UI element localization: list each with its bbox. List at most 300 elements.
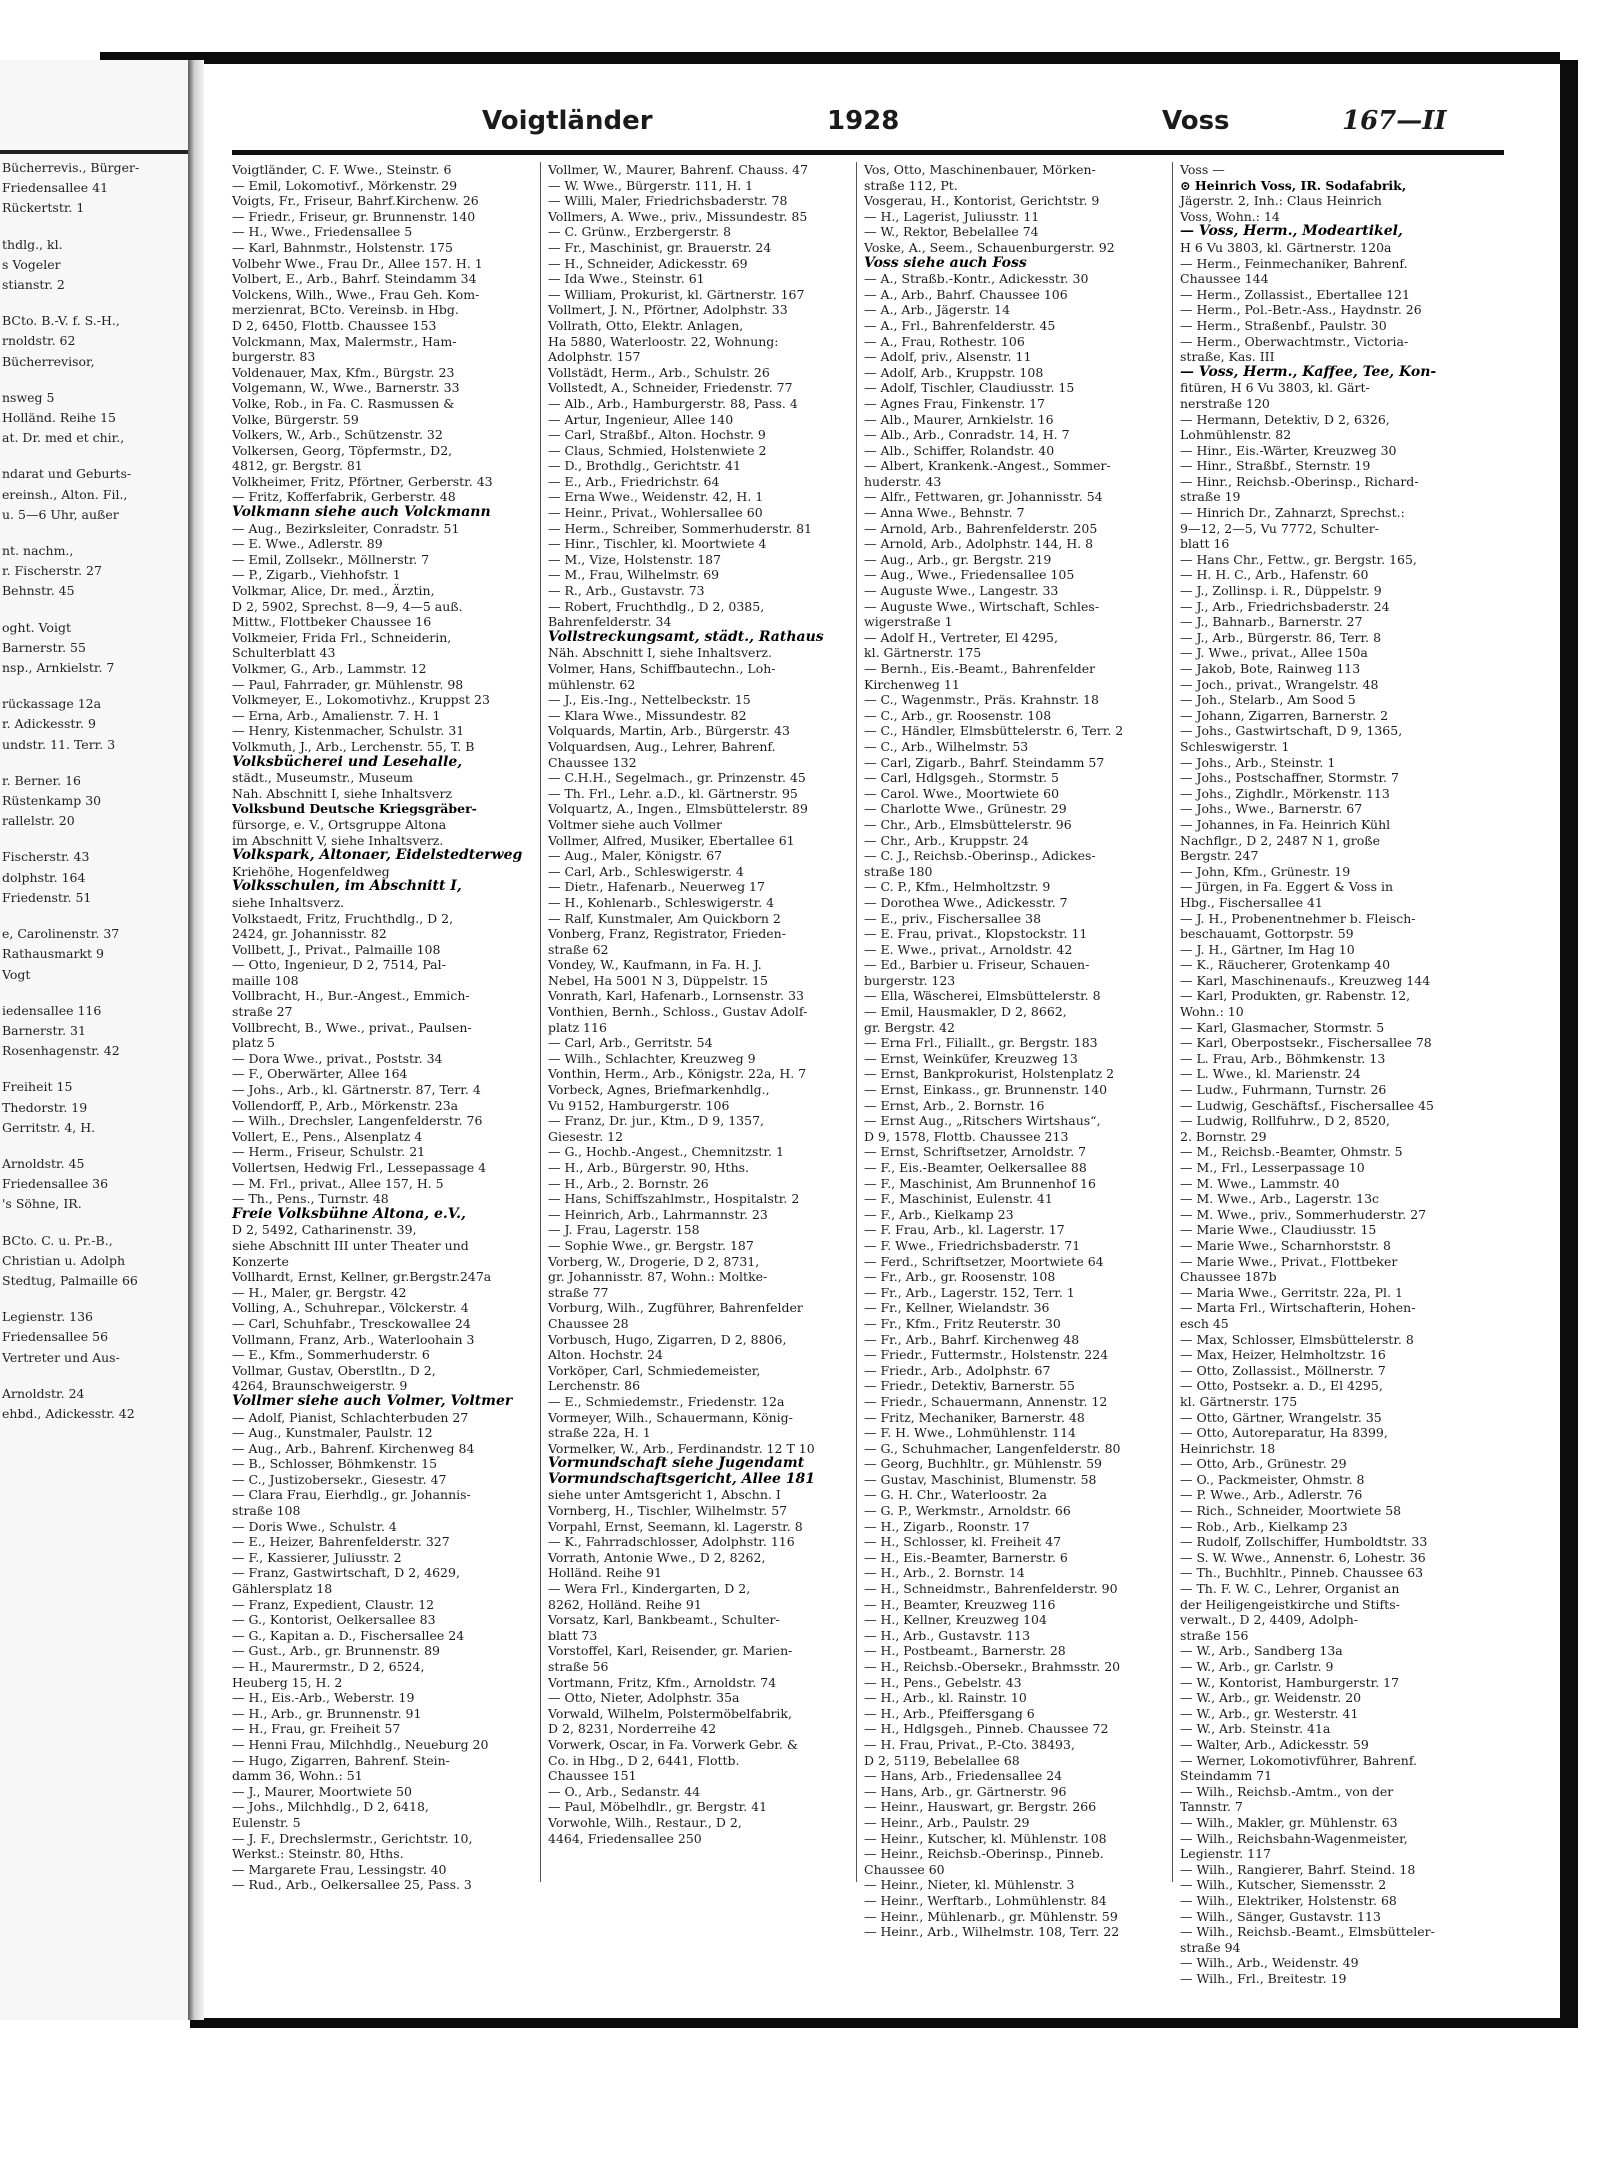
directory-entry: — Maria Wwe., Gerritstr. 22a, Pl. 1 <box>1180 1284 1403 1300</box>
directory-entry: — Wera Frl., Kindergarten, D 2, <box>548 1581 751 1597</box>
directory-entry: — F., Oberwärter, Allee 164 <box>232 1066 408 1082</box>
directory-entry: — E. Wwe., Adlerstr. 89 <box>232 536 383 552</box>
directory-entry: im Abschnitt V, siehe Inhaltsverz. <box>232 832 444 848</box>
left-page-line: r. Fischerstr. 27 <box>2 563 102 579</box>
directory-entry: — Robert, Fruchthdlg., D 2, 0385, <box>548 598 765 614</box>
directory-entry: — Friedr., Schauermann, Annenstr. 12 <box>864 1393 1108 1409</box>
directory-entry: — Rud., Arb., Oelkersallee 25, Pass. 3 <box>232 1877 472 1893</box>
directory-entry: — Th. F. W. C., Lehrer, Organist an <box>1180 1581 1400 1597</box>
directory-entry: Vollbrecht, B., Wwe., privat., Paulsen- <box>232 1019 472 1035</box>
directory-entry: platz 116 <box>548 1019 607 1035</box>
column-divider <box>1172 162 1173 1882</box>
directory-entry: burgerstr. 123 <box>864 972 956 988</box>
directory-entry: — Wilh., Makler, gr. Mühlenstr. 63 <box>1180 1814 1398 1830</box>
directory-entry: — Charlotte Wwe., Grünestr. 29 <box>864 801 1067 817</box>
directory-entry: — H., Arb., kl. Rainstr. 10 <box>864 1690 1027 1706</box>
directory-entry: — C.H.H., Segelmach., gr. Prinzenstr. 45 <box>548 770 806 786</box>
directory-entry: — E., Arb., Friedrichstr. 64 <box>548 473 720 489</box>
directory-entry: — Fritz, Kofferfabrik, Gerberstr. 48 <box>232 489 456 505</box>
directory-entry: Kirchenweg 11 <box>864 676 960 692</box>
directory-entry: — H., Schneider, Adickesstr. 69 <box>548 255 748 271</box>
directory-entry: — Joch., privat., Wrangelstr. 48 <box>1180 676 1379 692</box>
directory-entry: Vollmann, Franz, Arb., Waterloohain 3 <box>232 1331 475 1347</box>
directory-entry: — H., Pens., Gebelstr. 43 <box>864 1674 1022 1690</box>
directory-entry: Vollmert, J. N., Pförtner, Adolphstr. 33 <box>548 302 788 318</box>
directory-entry: — Ernst, Einkass., gr. Brunnenstr. 140 <box>864 1082 1108 1098</box>
directory-entry: — Marie Wwe., Claudiusstr. 15 <box>1180 1222 1377 1238</box>
directory-entry: — W., Arb., gr. Westerstr. 41 <box>1180 1705 1359 1721</box>
directory-entry: — W., Kontorist, Hamburgerstr. 17 <box>1180 1674 1400 1690</box>
left-page-line: Holländ. Reihe 15 <box>2 410 117 426</box>
directory-page <box>204 64 1560 2014</box>
directory-entry: — Henry, Kistenmacher, Schulstr. 31 <box>232 723 465 739</box>
directory-entry: — Agnes Frau, Finkenstr. 17 <box>864 395 1046 411</box>
directory-entry: D 2, 6450, Flottb. Chaussee 153 <box>232 317 437 333</box>
directory-entry: Voss siehe auch Foss <box>864 254 1027 271</box>
directory-entry: — G., Hochb.-Angest., Chemnitzstr. 1 <box>548 1144 784 1160</box>
directory-entry: Steindamm 71 <box>1180 1768 1273 1784</box>
directory-entry: — Karl, Glasmacher, Stormstr. 5 <box>1180 1019 1385 1035</box>
directory-entry: Voss — <box>1180 162 1225 177</box>
directory-entry: — Dietr., Hafenarb., Neuerweg 17 <box>548 879 765 895</box>
directory-entry: Chaussee 144 <box>1180 271 1269 287</box>
directory-entry: — Marie Wwe., Scharnhorststr. 8 <box>1180 1237 1391 1253</box>
header-first-name: Voigtländer <box>482 106 653 136</box>
directory-entry: damm 36, Wohn.: 51 <box>232 1768 363 1784</box>
directory-entry: — M. Wwe., Lammstr. 40 <box>1180 1175 1340 1191</box>
left-page-line: Friedenstr. 51 <box>2 889 92 905</box>
directory-entry: — Claus, Schmied, Holstenwiete 2 <box>548 442 767 458</box>
left-page-line: Vogt <box>2 966 31 982</box>
directory-entry: Vollmer, W., Maurer, Bahrenf. Chauss. 47 <box>548 162 809 177</box>
left-page-line: Rosenhagenstr. 42 <box>2 1043 120 1059</box>
left-page-line: dolphstr. 164 <box>2 869 86 885</box>
directory-entry: Lohmühlenstr. 82 <box>1180 427 1292 443</box>
directory-entry: Schleswigerstr. 1 <box>1180 738 1290 754</box>
directory-entry: — Wilh., Drechsler, Langenfelderstr. 76 <box>232 1113 483 1129</box>
directory-entry: — Chr., Arb., Kruppstr. 24 <box>864 832 1029 848</box>
directory-entry: Volckens, Wilh., Wwe., Frau Geh. Kom- <box>232 286 480 302</box>
directory-entry: — H., Maler, gr. Bergstr. 42 <box>232 1284 407 1300</box>
directory-entry: — Heinr., Mühlenarb., gr. Mühlenstr. 59 <box>864 1908 1118 1924</box>
directory-entry: — John, Kfm., Grünestr. 19 <box>1180 863 1351 879</box>
directory-entry: — Wilh., Elektriker, Holstenstr. 68 <box>1180 1892 1397 1908</box>
page-header <box>232 106 1502 148</box>
directory-entry: — Hinr., Straßbf., Sternstr. 19 <box>1180 458 1371 474</box>
directory-entry: — E., priv., Fischersallee 38 <box>864 910 1042 926</box>
directory-entry: — Herm., Feinmechaniker, Bahrenf. <box>1180 255 1408 271</box>
left-page-line: Stedtug, Palmaille 66 <box>2 1272 138 1288</box>
directory-entry: — Arnold, Arb., Adolphstr. 144, H. 8 <box>864 536 1094 552</box>
directory-entry: Vormundschaftsgericht, Allee 181 <box>548 1470 815 1487</box>
directory-entry: — Wilh., Reichsb.-Amtm., von der <box>1180 1783 1394 1799</box>
left-page-line: Bücherrevisor, <box>2 353 95 369</box>
directory-entry: — Ralf, Kunstmaler, Am Quickborn 2 <box>548 910 781 926</box>
directory-entry: — Otto, Nieter, Adolphstr. 35a <box>548 1690 740 1706</box>
directory-entry: — M. Frl., privat., Allee 157, H. 5 <box>232 1175 444 1191</box>
directory-entry: — Chr., Arb., Elmsbüttelerstr. 96 <box>864 816 1072 832</box>
directory-entry: — G., Kontorist, Oelkersallee 83 <box>232 1612 436 1628</box>
directory-entry: — C. J., Reichsb.-Oberinsp., Adickes- <box>864 848 1096 864</box>
directory-entry: — Paul, Möbelhdlr., gr. Bergstr. 41 <box>548 1799 768 1815</box>
directory-entry: D 2, 8231, Norderreihe 42 <box>548 1721 717 1737</box>
directory-entry: straße 62 <box>548 941 609 957</box>
directory-entry: Vonberg, Franz, Registrator, Frieden- <box>548 926 786 942</box>
directory-entry: Chaussee 151 <box>548 1768 637 1784</box>
left-page-line: Friedensallee 56 <box>2 1329 109 1345</box>
directory-entry: — O., Arb., Sedanstr. 44 <box>548 1783 701 1799</box>
directory-entry: — E. Wwe., privat., Arnoldstr. 42 <box>864 941 1073 957</box>
directory-entry: Jägerstr. 2, Inh.: Claus Heinrich <box>1180 193 1382 209</box>
directory-entry: Volkmann siehe auch Volckmann <box>232 504 491 521</box>
directory-entry: Chaussee 28 <box>548 1315 629 1331</box>
left-page-line: thdlg., kl. <box>2 236 63 252</box>
directory-entry: Freie Volksbühne Altona, e.V., <box>232 1205 466 1222</box>
directory-entry: — Franz, Gastwirtschaft, D 2, 4629, <box>232 1565 460 1581</box>
directory-entry: Vorburg, Wilh., Zugführer, Bahrenfelder <box>548 1300 803 1316</box>
directory-entry: Gählersplatz 18 <box>232 1581 333 1597</box>
directory-entry: Vorbeck, Agnes, Briefmarkenhdlg., <box>548 1082 770 1098</box>
directory-entry: — F., Eis.-Beamter, Oelkersallee 88 <box>864 1160 1087 1175</box>
directory-entry: Vonrath, Karl, Hafenarb., Lornsenstr. 33 <box>548 988 804 1004</box>
left-page-line: Christian u. Adolph <box>2 1252 126 1268</box>
directory-entry: D 2, 5492, Catharinenstr. 39, <box>232 1222 417 1238</box>
directory-entry: Volkers, W., Arb., Schützenstr. 32 <box>232 427 443 443</box>
directory-entry: 4464, Friedensallee 250 <box>548 1830 702 1846</box>
directory-entry: Adolphstr. 157 <box>548 349 641 365</box>
directory-entry: — Herm., Zollassist., Ebertallee 121 <box>1180 286 1410 302</box>
directory-entry: — Johs., Arb., Steinstr. 1 <box>1180 754 1336 770</box>
directory-entry: — Albert, Krankenk.-Angest., Sommer- <box>864 458 1111 474</box>
directory-entry: — Heinr., Nieter, kl. Mühlenstr. 3 <box>864 1877 1075 1893</box>
directory-entry: Vorrath, Antonie Wwe., D 2, 8262, <box>548 1549 766 1565</box>
directory-entry: — Marie Wwe., Privat., Flottbeker <box>1180 1253 1398 1269</box>
directory-entry: — Th., Pens., Turnstr. 48 <box>232 1191 389 1207</box>
directory-entry: Tannstr. 7 <box>1180 1799 1243 1815</box>
directory-entry: fürsorge, e. V., Ortsgruppe Altona <box>232 816 447 832</box>
directory-entry: Bahrenfelderstr. 34 <box>548 614 672 630</box>
directory-entry: Voltmer siehe auch Vollmer <box>548 816 723 832</box>
directory-entry: Vollbett, J., Privat., Palmaille 108 <box>232 941 441 957</box>
directory-entry: — Hugo, Zigarren, Bahrenf. Stein- <box>232 1752 450 1768</box>
directory-entry: — M. Wwe., Arb., Lagerstr. 13c <box>1180 1191 1380 1207</box>
directory-entry: Nah. Abschnitt I, siehe Inhaltsverz <box>232 785 453 801</box>
directory-entry: — J. H., Gärtner, Im Hag 10 <box>1180 941 1355 957</box>
directory-entry: straße 22a, H. 1 <box>548 1425 651 1441</box>
left-page-header-rule <box>0 150 188 154</box>
directory-entry: — Gustav, Maschinist, Blumenstr. 58 <box>864 1471 1097 1487</box>
directory-entry: siehe Abschnitt III unter Theater und <box>232 1237 469 1253</box>
directory-entry: — G., Schuhmacher, Langenfelderstr. 80 <box>864 1440 1121 1456</box>
directory-entry: Vollmer siehe auch Volmer, Voltmer <box>232 1392 513 1409</box>
directory-entry: Vollstädt, Herm., Arb., Schulstr. 26 <box>548 364 770 380</box>
directory-entry: — H., Arb., Bürgerstr. 90, Hths. <box>548 1160 750 1175</box>
left-page-line: BCto. B.-V. f. S.-H., <box>2 313 120 329</box>
directory-entry: — H., Arb., Pfeiffersgang 6 <box>864 1705 1035 1721</box>
directory-entry: Vollrath, Otto, Elektr. Anlagen, <box>548 317 744 333</box>
left-page-line: Barnerstr. 55 <box>2 639 86 655</box>
directory-entry: Hbg., Fischersallee 41 <box>1180 894 1323 910</box>
directory-entry: straße 108 <box>232 1503 301 1519</box>
directory-entry: D 9, 1578, Flottb. Chaussee 213 <box>864 1128 1069 1144</box>
directory-entry: — Wilh., Frl., Breitestr. 19 <box>1180 1970 1347 1986</box>
directory-entry: — H., Kohlenarb., Schleswigerstr. 4 <box>548 894 775 910</box>
directory-entry: — Heinr., Werftarb., Lohmühlenstr. 84 <box>864 1892 1107 1908</box>
directory-entry: Volkstaedt, Fritz, Fruchthdlg., D 2, <box>232 910 454 926</box>
directory-entry: — Johs., Wwe., Barnerstr. 67 <box>1180 801 1363 817</box>
left-facing-page <box>0 60 190 2020</box>
column-divider <box>856 162 857 1882</box>
directory-entry: — Max, Heizer, Helmholtzstr. 16 <box>1180 1347 1386 1363</box>
directory-entry: — Hans, Arb., Friedensallee 24 <box>864 1768 1063 1784</box>
directory-entry: — Sophie Wwe., gr. Bergstr. 187 <box>548 1237 754 1253</box>
directory-entry: — Friedr., Detektiv, Barnerstr. 55 <box>864 1378 1075 1394</box>
directory-entry: — H., Arb., gr. Brunnenstr. 91 <box>232 1705 422 1721</box>
directory-entry: — J., Maurer, Moortwiete 50 <box>232 1783 412 1799</box>
directory-entry: Chaussee 132 <box>548 754 637 770</box>
left-page-line: Fischerstr. 43 <box>2 849 90 865</box>
directory-entry: städt., Museumstr., Museum <box>232 770 413 786</box>
left-page-line: Freiheit 15 <box>2 1079 73 1095</box>
left-page-line: u. 5—6 Uhr, außer <box>2 506 119 522</box>
directory-entry: — Emil, Zollsekr., Möllnerstr. 7 <box>232 551 430 567</box>
directory-entry: — Hinr., Reichsb.-Oberinsp., Richard- <box>1180 473 1419 489</box>
directory-entry: — Emil, Lokomotivf., Mörkenstr. 29 <box>232 177 458 193</box>
directory-entry: Wohn.: 10 <box>1180 1004 1244 1020</box>
directory-entry: — K., Räucherer, Grotenkamp 40 <box>1180 957 1391 973</box>
directory-entry: blatt 73 <box>548 1627 598 1643</box>
directory-entry: wigerstraße 1 <box>864 614 953 630</box>
left-page-line: nsp., Arnkielstr. 7 <box>2 660 115 676</box>
directory-entry: — Aug., Arb., Bahrenf. Kirchenweg 84 <box>232 1440 475 1456</box>
directory-entry: — J., Bahnarb., Barnerstr. 27 <box>1180 614 1363 630</box>
directory-entry: kl. Gärtnerstr. 175 <box>1180 1393 1298 1409</box>
directory-entry: — P., Zigarb., Viehhofstr. 1 <box>232 567 401 583</box>
left-page-line: Friedensallee 36 <box>2 1176 109 1192</box>
directory-entry: — J. Wwe., privat., Allee 150a <box>1180 645 1368 661</box>
column-1 <box>232 162 532 1922</box>
directory-entry: — Aug., Bezirksleiter, Conradstr. 51 <box>232 520 460 536</box>
directory-entry: Nebel, Ha 5001 N 3, Düppelstr. 15 <box>548 972 768 988</box>
directory-entry: — Alb., Arb., Hamburgerstr. 88, Pass. 4 <box>548 395 798 411</box>
left-page-line: Rüstenkamp 30 <box>2 793 102 809</box>
directory-entry: — Otto, Postsekr. a. D., El 4295, <box>1180 1378 1383 1394</box>
directory-entry: 2. Bornstr. 29 <box>1180 1128 1267 1144</box>
directory-entry: — Max, Schlosser, Elmsbüttelerstr. 8 <box>1180 1331 1414 1347</box>
directory-entry: — Johs., Zighdlr., Mörkenstr. 113 <box>1180 785 1390 801</box>
directory-entry: — Ella, Wäscherei, Elmsbüttelerstr. 8 <box>864 988 1101 1004</box>
directory-entry: Vorwohle, Wilh., Restaur., D 2, <box>548 1814 742 1830</box>
directory-entry: — H., Beamter, Kreuzweg 116 <box>864 1596 1056 1612</box>
directory-entry: — Arnold, Arb., Bahrenfelderstr. 205 <box>864 520 1098 536</box>
directory-entry: Vollstedt, A., Schneider, Friedenstr. 77 <box>548 380 793 396</box>
directory-entry: beschauamt, Gottorpstr. 59 <box>1180 926 1354 942</box>
directory-entry: — Franz, Expedient, Claustr. 12 <box>232 1596 435 1612</box>
directory-entry: — A., Frl., Bahrenfelderstr. 45 <box>864 317 1056 333</box>
directory-entry: — L. Wwe., kl. Marienstr. 24 <box>1180 1066 1361 1082</box>
directory-entry: — Jürgen, in Fa. Eggert & Voss in <box>1180 879 1394 895</box>
directory-entry: — Emil, Hausmakler, D 2, 8662, <box>864 1004 1067 1020</box>
left-page-line: BCto. C. u. Pr.-B., <box>2 1232 113 1248</box>
directory-entry: — F. H. Wwe., Lohmühlenstr. 114 <box>864 1425 1076 1441</box>
directory-entry: Vorsatz, Karl, Bankbeamt., Schulter- <box>548 1612 780 1628</box>
directory-entry: Volckmann, Max, Malermstr., Ham- <box>232 333 457 349</box>
book-gutter <box>188 60 204 2020</box>
directory-entry: Volquards, Martin, Arb., Bürgerstr. 43 <box>548 723 790 739</box>
directory-entry: — L. Frau, Arb., Böhmkenstr. 13 <box>1180 1050 1386 1066</box>
directory-entry: Vollmers, A. Wwe., priv., Missundestr. 85 <box>548 208 808 224</box>
directory-entry: — Auguste Wwe., Wirtschaft, Schles- <box>864 598 1100 614</box>
directory-entry: burgerstr. 83 <box>232 349 316 365</box>
directory-entry: Vornberg, H., Tischler, Wilhelmstr. 57 <box>548 1503 788 1519</box>
directory-entry: — Otto, Autoreparatur, Ha 8399, <box>1180 1425 1388 1441</box>
directory-entry: — F. Frau, Arb., kl. Lagerstr. 17 <box>864 1222 1065 1238</box>
directory-entry: 8262, Holländ. Reihe 91 <box>548 1596 702 1612</box>
left-page-line: Bücherrevis., Bürger- <box>2 160 140 175</box>
directory-entry: — M., Vize, Holstenstr. 187 <box>548 551 722 567</box>
directory-entry: merzienrat, BCto. Vereinsb. in Hbg. <box>232 302 459 318</box>
directory-entry: — Adolf, Tischler, Claudiusstr. 15 <box>864 380 1075 396</box>
directory-entry: Volksbund Deutsche Kriegsgräber- <box>232 801 477 817</box>
directory-entry: — Ida Wwe., Steinstr. 61 <box>548 271 705 287</box>
left-page-line: Rückertstr. 1 <box>2 200 85 216</box>
directory-entry: Vondey, W., Kaufmann, in Fa. H. J. <box>548 957 762 973</box>
directory-entry: Konzerte <box>232 1253 289 1269</box>
directory-entry: — Adolf, priv., Alsenstr. 11 <box>864 349 1032 365</box>
directory-entry: — Johs., Milchhdlg., D 2, 6418, <box>232 1799 429 1815</box>
directory-entry: — Wilh., Rangierer, Bahrf. Steind. 18 <box>1180 1861 1416 1877</box>
directory-entry: — Aug., Maler, Königstr. 67 <box>548 848 723 864</box>
directory-entry: — Karl, Maschinenaufs., Kreuzweg 144 <box>1180 972 1431 988</box>
column-4 <box>1180 162 1480 1986</box>
directory-entry: — H., Frau, gr. Freiheit 57 <box>232 1721 401 1737</box>
directory-entry: Legienstr. 117 <box>1180 1846 1271 1862</box>
directory-entry: — E., Heizer, Bahrenfelderstr. 327 <box>232 1534 450 1550</box>
left-page-line: oght. Voigt <box>2 619 71 635</box>
directory-entry: Voigtländer, C. F. Wwe., Steinstr. 6 <box>232 162 452 177</box>
directory-entry: Vorköper, Carl, Schmiedemeister, <box>548 1362 761 1378</box>
directory-entry: — Doris Wwe., Schulstr. 4 <box>232 1518 397 1534</box>
left-page-line: rnoldstr. 62 <box>2 333 76 349</box>
directory-entry: verwalt., D 2, 4409, Adolph- <box>1180 1612 1359 1628</box>
column-2 <box>548 162 848 1922</box>
directory-entry: — J., Eis.-Ing., Nettelbeckstr. 15 <box>548 692 751 708</box>
directory-entry: — Heinr., Arb., Wilhelmstr. 108, Terr. 22 <box>864 1924 1120 1940</box>
column-3 <box>864 162 1164 1940</box>
directory-entry: Voigts, Fr., Friseur, Bahrf.Kirchenw. 26 <box>232 193 479 209</box>
directory-entry: Volkmar, Alice, Dr. med., Ärztin, <box>232 583 435 599</box>
directory-entry: Voss, Wohn.: 14 <box>1180 208 1280 224</box>
directory-entry: mühlenstr. 62 <box>548 676 636 692</box>
directory-entry: — F., Arb., Kielkamp 23 <box>864 1206 1014 1222</box>
directory-entry: — G. P., Werkmstr., Arnoldstr. 66 <box>864 1503 1071 1519</box>
directory-entry: — Wilh., Kutscher, Siemensstr. 2 <box>1180 1877 1387 1893</box>
directory-entry: — A., Arb., Bahrf. Chaussee 106 <box>864 286 1068 302</box>
directory-entry: — Voss, Herm., Modeartikel, <box>1180 223 1403 240</box>
directory-entry: — Hinrich Dr., Zahnarzt, Sprechst.: <box>1180 505 1405 521</box>
directory-entry: Volkmeier, Frida Frl., Schneiderin, <box>232 629 452 645</box>
directory-entry: — Dorothea Wwe., Adickesstr. 7 <box>864 894 1068 910</box>
directory-entry: — J. Frau, Lagerstr. 158 <box>548 1222 700 1238</box>
directory-entry: Vorberg, W., Drogerie, D 2, 8731, <box>548 1253 760 1269</box>
directory-entry: — Bernh., Eis.-Beamt., Bahrenfelder <box>864 661 1096 676</box>
directory-entry: — Marta Frl., Wirtschafterin, Hohen- <box>1180 1300 1416 1316</box>
directory-entry: — E., Kfm., Sommerhuderstr. 6 <box>232 1347 430 1363</box>
directory-entry: — William, Prokurist, kl. Gärtnerstr. 167 <box>548 286 805 302</box>
directory-entry: — Hans Chr., Fettw., gr. Bergstr. 165, <box>1180 551 1417 567</box>
directory-entry: — Erna Wwe., Weidenstr. 42, H. 1 <box>548 489 764 505</box>
directory-entry: Schulterblatt 43 <box>232 645 336 661</box>
directory-entry: — J., Zollinsp. i. R., Düppelstr. 9 <box>1180 583 1382 599</box>
directory-entry: — Aug., Arb., gr. Bergstr. 219 <box>864 551 1052 567</box>
directory-entry: straße 112, Pt. <box>864 177 958 193</box>
left-page-line: ndarat und Geburts- <box>2 466 132 482</box>
directory-entry: — Heinr., Kutscher, kl. Mühlenstr. 108 <box>864 1830 1107 1846</box>
directory-entry: Volkersen, Georg, Töpfermstr., D2, <box>232 442 453 458</box>
directory-entry: — Herm., Schreiber, Sommerhuderstr. 81 <box>548 520 812 536</box>
directory-entry: Lerchenstr. 86 <box>548 1378 641 1394</box>
directory-entry: straße 94 <box>1180 1939 1241 1955</box>
directory-entry: Vorstoffel, Karl, Reisender, gr. Marien- <box>548 1643 793 1659</box>
directory-entry: — Fr., Arb., Bahrf. Kirchenweg 48 <box>864 1331 1080 1347</box>
directory-entry: — Friedr., Futtermstr., Holstenstr. 224 <box>864 1347 1109 1363</box>
directory-entry: 2424, gr. Johannisstr. 82 <box>232 926 387 942</box>
directory-entry: — Georg, Buchhltr., gr. Mühlenstr. 59 <box>864 1456 1102 1472</box>
directory-entry: siehe unter Amtsgericht 1, Abschn. I <box>548 1487 781 1503</box>
directory-entry: — P. Wwe., Arb., Adlerstr. 76 <box>1180 1487 1363 1503</box>
directory-entry: Näh. Abschnitt I, siehe Inhaltsverz. <box>548 645 772 661</box>
directory-entry: — Fritz, Mechaniker, Barnerstr. 48 <box>864 1409 1085 1425</box>
left-page-line: r. Adickesstr. 9 <box>2 716 96 732</box>
directory-entry: — Clara Frau, Eierhdlg., gr. Johannis- <box>232 1487 471 1503</box>
directory-entry: platz 5 <box>232 1035 275 1051</box>
left-page-line: Friedensallee 41 <box>2 180 109 196</box>
directory-entry: — Herm., Friseur, Schulstr. 21 <box>232 1144 426 1160</box>
directory-entry: — Alb., Schiffer, Rolandstr. 40 <box>864 442 1055 458</box>
directory-entry: — Fr., Arb., gr. Roosenstr. 108 <box>864 1269 1056 1285</box>
left-page-line: Vertreter und Aus- <box>2 1349 120 1365</box>
directory-entry: — Hermann, Detektiv, D 2, 6326, <box>1180 411 1390 427</box>
directory-entry: — H., Eis.-Arb., Weberstr. 19 <box>232 1690 415 1706</box>
directory-entry: — W., Rektor, Bebelallee 74 <box>864 224 1039 240</box>
directory-entry: Volke, Bürgerstr. 59 <box>232 411 359 427</box>
directory-entry: Volgemann, W., Wwe., Barnerstr. 33 <box>232 380 460 396</box>
directory-entry: — Auguste Wwe., Langestr. 33 <box>864 583 1059 599</box>
left-page-line: ereinsh., Alton. Fil., <box>2 486 128 502</box>
directory-entry: straße 19 <box>1180 489 1241 505</box>
directory-entry: gr. Bergstr. 42 <box>864 1019 956 1035</box>
scan-border-right <box>1560 60 1578 2020</box>
directory-entry: Volbert, E., Arb., Bahrf. Steindamm 34 <box>232 271 477 287</box>
directory-entry: — H., Arb., 2. Bornstr. 14 <box>864 1565 1025 1581</box>
directory-entry: Alton. Hochstr. 24 <box>548 1347 663 1363</box>
left-page-line: s Vogeler <box>2 256 61 272</box>
directory-entry: Vos, Otto, Maschinenbauer, Mörken- <box>864 162 1096 177</box>
directory-entry: Volksbücherei und Lesehalle, <box>232 753 463 770</box>
directory-entry: — Alb., Maurer, Arnkielstr. 16 <box>864 411 1054 427</box>
directory-entry: Volkmeyer, E., Lokomotivhz., Kruppst 23 <box>232 692 490 708</box>
directory-entry: — J. H., Probenentnehmer b. Fleisch- <box>1180 910 1416 926</box>
directory-entry: Vollbracht, H., Bur.-Angest., Emmich- <box>232 988 470 1004</box>
directory-entry: — C., Arb., Wilhelmstr. 53 <box>864 738 1029 754</box>
directory-entry: Vortmann, Fritz, Kfm., Arnoldstr. 74 <box>548 1674 777 1690</box>
directory-entry: — C., Justizobersekr., Giesestr. 47 <box>232 1471 447 1487</box>
directory-entry: — H., Lagerist, Juliusstr. 11 <box>864 208 1040 224</box>
directory-entry: — Margarete Frau, Lessingstr. 40 <box>232 1861 447 1877</box>
directory-entry: — Th. Frl., Lehr. a.D., kl. Gärtnerstr. 95 <box>548 785 798 801</box>
directory-entry: D 2, 5119, Bebelallee 68 <box>864 1752 1020 1768</box>
directory-entry: — F., Maschinist, Eulenstr. 41 <box>864 1191 1053 1207</box>
